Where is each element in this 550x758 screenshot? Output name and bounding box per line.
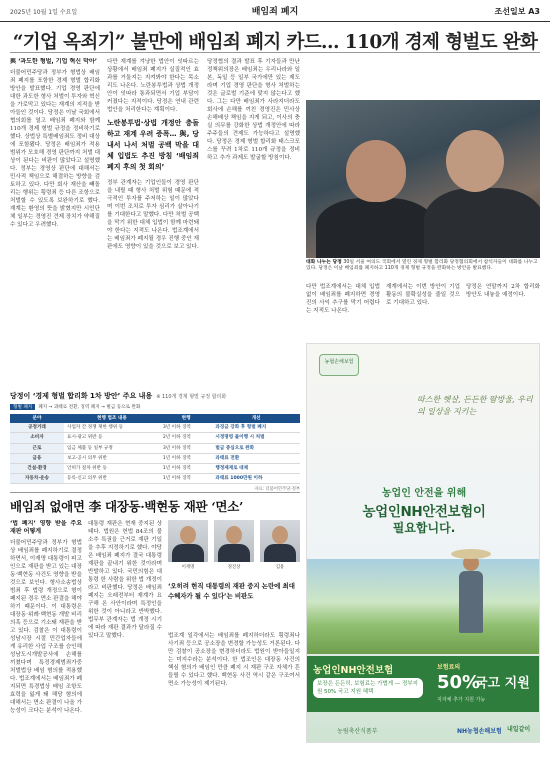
photo-figure-left-head <box>346 140 406 202</box>
table-legend-text: 폐지 → 과태료 전환, 징역 폐지 → 벌금 등으로 완화 <box>38 405 141 410</box>
ad-band-title: 농업인NH안전보험 <box>313 665 394 676</box>
article1-col3-text: 당정협의 결과 발표 후 기자들과 만난 정책위의장은 배임죄는 우리나라와 일본, 독일 등 일부 국가에만 있는 제도라며 기업 경영 판단을 형사 처벌하는 것은 글로벌 기준에 맞지 않는다고 했다. 그는 다만 배임죄가 사라지더라도 회사에 손해를 끼친 경영진은 민사상 손해배상 책임을 지게 되고, 이사의 충실 의무를 강화한 상법 개정안에 따라 주주들의 견제도 가능하다고 설명했다. 당정은 경제 형벌 합리화 태스크포스를 꾸려 1차로 110개 규정을 정비하고 추가 과제도 발굴할 방침이다. <box>207 59 300 161</box>
table-cell: 자동차·운송 <box>10 474 64 484</box>
table-cell: 과태료 1000만원 이하 <box>212 474 300 484</box>
article1-right-col-c <box>466 283 540 338</box>
article2-pullquote: ‘오히려 현직 대통령의 재판 중지 논란에 최대 수혜자가 될 수 있다’는 비판도 <box>168 582 295 600</box>
table-cell: 벌금 중심으로 완화 <box>212 443 300 453</box>
article1-col2-bottom: 정부 관계자는 기업인들이 경영 판단을 내릴 때 형사 처벌 위험 때문에 적극적인 투자를 주저하는 일이 많았다며 이번 조치로 투자 심리가 살아나기를 기대한다고 말했다. 다만 처벌 공백을 막기 위한 대체 입법이 함께 마련돼야 한다는 지적도 나온다. 법조계에서는 배임죄가 폐지될 경우 진행 중인 재판에도 영향이 있을 것으로 보고 있다. <box>107 180 199 250</box>
article2-col3-text: 법조계 일각에서는 배임죄를 폐지하더라도 횡령죄나 사기죄 등으로 공소장을 변경할 가능성도 거론된다. 다만 검찰이 공소장을 변경하더라도 법원이 받아들일지는 미지수라는 분석이다. 한 법조인은 대장동 사건의 핵심 혐의가 배임인 만큼 폐지 시 재판 구조 자체가 흔들릴 수 있다고 했다. 백현동 사건 역시 같은 구조여서 면소 가능성이 제기된다. <box>168 633 300 687</box>
photo-figure-right-head <box>446 130 504 192</box>
ad-footer <box>307 716 540 743</box>
table-cell: 보고·공시 의무 위반 <box>64 453 160 463</box>
table-cell: 건설·환경 <box>10 464 64 474</box>
table-header-row <box>10 414 300 423</box>
ad-band-percent: 50% <box>437 672 481 693</box>
table-header: 현행 법조 내용 <box>64 414 160 423</box>
table-cell: 인허가 절차 위반 등 <box>64 464 160 474</box>
table-row <box>10 443 300 453</box>
table-title-text: 당정이 ‘경제 형벌 합리화 1차 방안’ 주요 내용 <box>10 392 153 400</box>
ad-footer-company: NH농협손해보험 <box>457 728 502 735</box>
table-cell: 과징금 강화 후 형벌 폐지 <box>212 423 300 433</box>
table-row <box>10 423 300 433</box>
ad-footer-slogan: 내일같이 <box>507 726 531 733</box>
photo-caption-bold: 대화 나누는 당정 <box>306 260 342 265</box>
ad-title: 농업인NH안전보험이 <box>362 504 486 520</box>
article1-pullquote: 노란봉투법·상법 개정안 충돌하고 재계 우려 증폭… 與, 당내서 나서 처벌 공백 막을 대체 입법도 추진 방침 ‘배임죄 폐지 후의 첫 회의’ <box>107 119 199 171</box>
article2-col1-text: 더불어민주당과 정부가 형법상 배임죄를 폐지하기로 결정하면서, 이재명 대통령이 피고인으로 재판을 받고 있는 대장동·백현동 사건도 영향을 받을 것으로 보인다. 형사소송법상 범죄 후 법령 개정으로 형이 폐지된 경우 면소 판결을 해야 하기 때문이다. 이 대통령은 대장동·위례·백현동 개발 비리 의혹 등으로 기소돼 재판을 받고 있다. 검찰은 이 대통령이 성남시장 시절 민간업자들에게 유리한 사업 구조를 승인해 성남도시개발공사에 손해를 끼쳤다며 특정경제범죄가중처벌법상 배임 혐의를 적용했다. 법조계에서는 배임죄가 폐지되면 특경법상 배임 조항도 효력을 잃게 돼 해당 혐의에 대해서는 면소 판결이 나올 가능성이 크다는 분석이 나온다. <box>10 540 82 714</box>
photo-caption <box>306 260 540 273</box>
table-row <box>10 433 300 443</box>
article1-right-col-a <box>306 283 380 338</box>
ad-band-note: 지자체 추가 지원 가능 <box>437 697 486 703</box>
table-legend <box>10 404 300 410</box>
article1-subtitle: 與 ‘과도한 형벌, 기업 혁신 막아’ <box>10 58 98 65</box>
table-cell: 1년 이하 징역 <box>160 453 213 463</box>
table-cell: 표시·광고 위반 등 <box>64 433 160 443</box>
penalty-table <box>10 414 300 484</box>
article1-col1 <box>10 58 100 383</box>
table-header: 분야 <box>10 414 64 423</box>
article1-right-col-a-text: 다만 법조계에서는 대체 입법 없이 배임죄를 폐지하면 경영진의 사익 추구를 막기 어렵다는 지적도 나온다. <box>306 284 380 314</box>
table-row <box>10 453 300 463</box>
penalty-table-box <box>10 391 300 492</box>
table-cell: 1년 이하 징역 <box>160 464 213 474</box>
portrait-row <box>168 520 300 576</box>
table-cell: 1년 이하 징역 <box>160 474 213 484</box>
table-legend-key: 형벌 폐지 <box>10 404 35 410</box>
page-header <box>0 0 550 22</box>
portrait-name: 김용 <box>275 565 285 570</box>
ad-footer-ministry: 농림축산식품부 <box>337 728 378 735</box>
table-cell: 2년 이하 징역 <box>160 433 213 443</box>
article1-right-col-b <box>386 283 460 338</box>
ad-info-band <box>307 656 540 712</box>
newspaper-brand: 조선일보 A3 <box>494 7 540 16</box>
table-source: 자료: 더불어민주당·정부 <box>254 487 300 493</box>
portrait-photo <box>214 520 254 562</box>
article1-col2-top: 다만 재계를 겨냥한 법안이 잇따르는 상황에서 배임죄 폐지가 실질적인 효과를 거둘지는 지켜봐야 한다는 목소리도 나온다. 노란봉투법과 상법 개정안이 잇따라 통과되면서 기업 부담이 커졌다는 지적이다. 당정은 연내 관련 법안을 처리한다는 계획이다. <box>107 59 199 113</box>
article2-headline: 배임죄 없애면 李 대장동·백현동 재판 ‘면소’ <box>10 499 244 514</box>
table-cell: 근로 <box>10 443 64 453</box>
article2-col3 <box>168 632 300 748</box>
ad-lead-text: 농업인 안전을 위해 <box>381 488 467 499</box>
table-title <box>10 391 300 401</box>
issue-date: 2025년 10월 1일 수요일 <box>10 9 78 16</box>
article2-col2 <box>88 520 162 748</box>
article1-col3 <box>207 58 300 383</box>
article2-col2-text: 대통령 재판은 현재 중지된 상태다. 법원은 헌법 84조의 불소추 특권을 근거로 재판 기일을 추후 지정하기로 했다. 야당은 배임죄 폐지가 결국 대통령 재판을 끝내기 위한 것이라며 반발하고 있다. 국민의힘은 대통령 한 사람을 위한 법 개정이라고 비판했다. 당정은 배임죄 폐지는 오래전부터 재계가 요구해 온 사안이라며 특정인을 위한 것이 아니라고 반박했다. 법무부 관계자는 법 개정 시기에 따라 재판 결과가 달라질 수 있다고 말했다. <box>88 521 162 639</box>
table-note: ※ 110개 경제 형벌 규정 합리화 <box>156 394 227 400</box>
table-cell: 금융 <box>10 453 64 463</box>
article2-subtitle: ‘법 폐지’ 영향 받을 주요 재판 어떻게 <box>10 520 82 535</box>
table-cell: 등록·신고 의무 위반 <box>64 474 160 484</box>
table-cell: 행정제재로 대체 <box>212 464 300 474</box>
photo-caption-text: 30일 서울 여의도 국회에서 열린 경제 형벌 합리화 당정협의회에서 참석자들이 대화를 나누고 있다. 당정은 이날 배임죄를 폐지하고 110개 경제 형벌 규정을 완화하는 방안을 발표했다. <box>306 260 538 272</box>
ad-tail-text: 필요합니다. <box>392 521 456 535</box>
article1-right-col-b-text: 재계에서는 이번 방안이 기업 활동의 불확실성을 줄일 것으로 기대하고 있다. <box>386 284 460 306</box>
table-cell: 과태료 전환 <box>212 453 300 463</box>
portrait-name: 이재명 <box>181 565 195 570</box>
photo-figure-right-body <box>424 188 540 258</box>
portrait-photo <box>168 520 208 562</box>
table-cell: 임금 체불 등 일부 규정 <box>64 443 160 453</box>
news-photo <box>306 100 540 258</box>
table-cell: 3년 이하 징역 <box>160 423 213 433</box>
section-name: 배임죄 폐지 <box>251 7 299 17</box>
ad-band-small: 보험료의 <box>437 664 461 671</box>
table-cell: 시정명령 불이행 시 처벌 <box>212 433 300 443</box>
table-row <box>10 474 300 484</box>
insurance-advertisement[interactable] <box>306 343 540 743</box>
portrait-name: 정진상 <box>227 565 241 570</box>
article1-col2 <box>107 58 199 383</box>
table-header: 개선 <box>212 414 300 423</box>
table-cell: 3년 이하 징역 <box>160 443 213 453</box>
ad-farmer-figure <box>457 549 485 639</box>
ad-band-gov: 국고 지원 <box>475 676 530 691</box>
table-header: 현행 <box>160 414 213 423</box>
headline-rule <box>10 52 540 53</box>
article2-rule <box>10 492 300 493</box>
portrait-photo <box>260 520 300 562</box>
ad-logo-badge: 농협손해보험 <box>319 354 359 376</box>
article1-right-col-c-text: 당정은 연말까지 2차 합리화 방안도 내놓을 예정이다. <box>466 284 540 298</box>
article1-col1-text: 더불어민주당과 정부가 형법상 배임죄 폐지를 포함한 경제 형벌 합리화 방안을 발표했다. 기업 경영 판단에 대한 과도한 형사 처벌이 투자와 혁신을 가로막고 있다는 재계의 지적을 받아들인 것이다. 당정은 이날 국회에서 협의회를 열고 배임죄 폐지와 함께 110개 경제 형벌 규정을 정비하기로 했다. 상법상 특별배임죄도 정비 대상에 포함됐다. 당정은 배임죄가 적용 범위가 모호해 경영 판단까지 처벌 대상이 된다는 비판이 많았다고 설명했다. 정부는 경영상 판단에 대해서는 민사적 책임으로 해결하는 방향을 검토하고 있다. 다만 회사 재산을 빼돌리는 행위는 횡령죄 등 다른 조항으로 처벌할 수 있도록 보완하기로 했다. 재계는 환영의 뜻을 밝혔지만 시민단체 일부는 경영진 견제 장치가 약해질 수 있다고 우려했다. <box>10 70 100 228</box>
ad-band-text: 보장은 든든히, 보험료는 가볍게 — 정부지원 50% 국고 지원 혜택 <box>313 678 423 698</box>
ad-field-image <box>307 559 540 654</box>
table-cell: 사업자 간 경쟁 제한 행위 등 <box>64 423 160 433</box>
main-headline: “기업 옥죄기” 불만에 배임죄 폐지 카드… 110개 경제 형벌도 완화 <box>12 32 538 53</box>
table-cell: 소비자 <box>10 433 64 443</box>
article2-col1 <box>10 520 82 748</box>
table-cell: 공정거래 <box>10 423 64 433</box>
ad-script-text: 따스한 햇살, 든든한 땀방울, 우리의 일상을 지키는 <box>417 395 533 416</box>
table-row <box>10 464 300 474</box>
photo-figure-left-body <box>316 198 436 258</box>
